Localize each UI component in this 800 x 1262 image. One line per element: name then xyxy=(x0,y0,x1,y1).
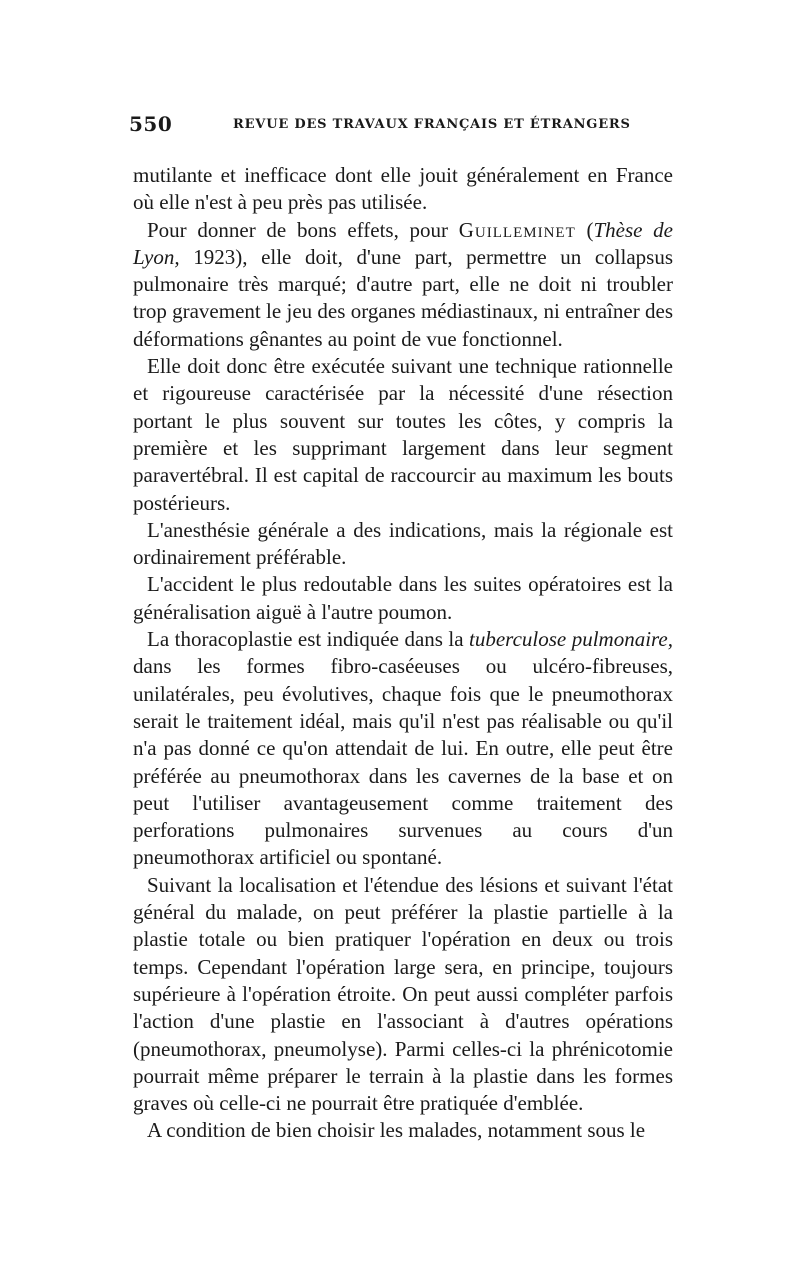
paragraph xyxy=(133,217,673,353)
text-run: dans les formes fibro-caséeuses ou ulcéro-fibreuses, unilatérales, peu évolutives, chaque fois que le pneumothorax serait le traitement idéal, mais qu'il n'est pas réalisable ou qu'il n'a pas donné ce qu'on attendait de lui. En outre, elle peut être préférée au pneumothorax dans les cavernes de la base et on peut l'utiliser avantageusement comme traitement des perforations pulmonaires survenues au cours d'un pneumothorax artificiel ou spontané. xyxy=(133,654,673,870)
page-number: 550 xyxy=(129,112,173,136)
journal-title: REVUE DES TRAVAUX FRANÇAIS ET ÉTRANGERS xyxy=(233,117,631,132)
author-name: Guilleminet xyxy=(458,217,576,242)
book-page xyxy=(129,112,673,1145)
text-run: 1923), elle doit, d'une part, permettre un collapsus pulmonaire très marqué; d'autre part, elle ne doit ni troubler trop gravement le jeu des organes médiastinaux, ni entraîner des déformations gênantes au point de vue fonctionnel. xyxy=(133,244,673,351)
paragraph: Elle doit donc être exécutée suivant une technique rationnelle et rigoureuse caractérisée par la nécessité d'une résection portant le plus souvent sur toutes les côtes, y compris la première et les supprimant largement dans leur segment paravertébral. Il est capital de raccourcir au maximum les bouts postérieurs. xyxy=(133,354,673,515)
paragraph: L'accident le plus redoutable dans les suites opératoires est la généralisation aiguë à l'autre poumon. xyxy=(133,572,673,624)
paragraph: L'anesthésie générale a des indications, mais la régionale est ordinairement préférable. xyxy=(133,517,673,570)
paragraph: mutilante et inefficace dont elle jouit généralement en France où elle n'est à peu près pas utilisée. xyxy=(133,163,673,215)
emphasized-term: tuberculose pulmonaire, xyxy=(469,627,673,652)
paragraph xyxy=(133,626,673,872)
text-run: Pour donner de bons effets, pour xyxy=(147,217,459,242)
text-run: La thoracoplastie est indiquée dans la xyxy=(147,627,470,652)
running-head xyxy=(129,112,673,142)
body-text xyxy=(133,162,673,1145)
cited-work: Thèse de Lyon, xyxy=(133,217,673,269)
text-run: ( xyxy=(575,217,594,242)
paragraph: Suivant la localisation et l'étendue des lésions et suivant l'état général du malade, on peut préférer la plastie partielle à la plastie totale ou bien pratiquer l'opération en deux ou trois temps. Cependant l'opération large sera, en principe, toujours supérieure à l'opération étroite. On peut aussi compléter parfois l'action d'une plastie en l'associant à d'autres opérations (pneumothorax, pneumolyse). Parmi celles-ci la phrénicotomie pourrait même préparer le terrain à la plastie dans les formes graves où celle-ci ne pourrait être pratiquée d'emblée. xyxy=(133,872,673,1116)
paragraph: A condition de bien choisir les malades, notamment sous le xyxy=(147,1118,646,1143)
